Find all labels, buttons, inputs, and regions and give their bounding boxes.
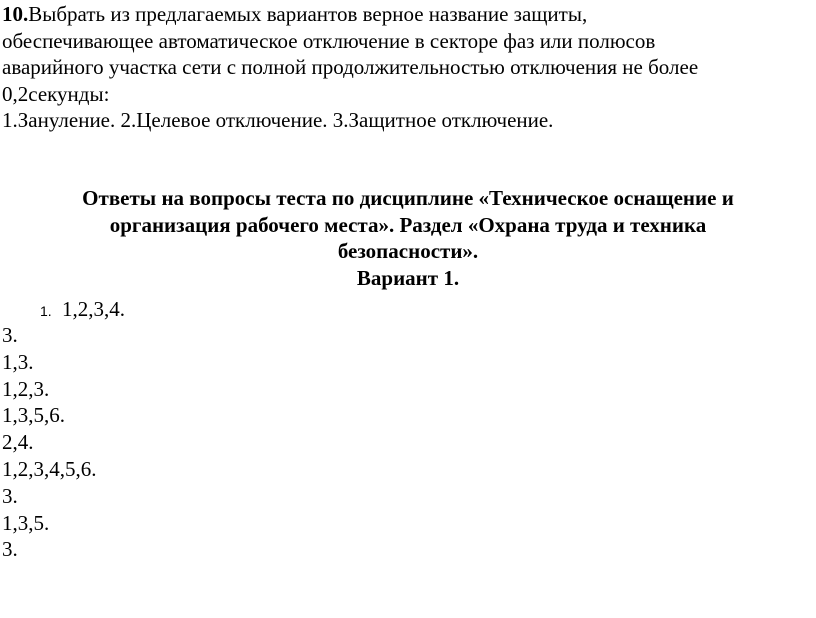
- first-answer-value: 1,2,3,4.: [62, 297, 125, 321]
- question-text-line-4: 0,2секунды:: [2, 81, 110, 106]
- question-block: [2, 1, 812, 134]
- answers-title-line-1: Ответы на вопросы теста по дисциплине «Техническое оснащение и: [82, 186, 734, 210]
- question-text-line-2: обеспечивающее автоматическое отключение в секторе фаз или полюсов: [2, 28, 656, 53]
- question-text-line-1: Выбрать из предлагаемых вариантов верное название защиты,: [28, 2, 588, 26]
- answer-item: 1,2,3.: [2, 376, 50, 401]
- answer-item: 1,3,5.: [2, 510, 50, 535]
- answer-item: 3.: [2, 323, 18, 347]
- first-answer-marker: 1.: [40, 303, 52, 319]
- first-answer: [40, 296, 125, 325]
- question-number: 10.: [2, 2, 29, 26]
- answer-item: 1,3.: [2, 349, 34, 374]
- answers-title-line-3: безопасности».: [337, 239, 479, 263]
- answer-item: 2,4.: [2, 430, 34, 455]
- answer-item: 3.: [2, 537, 18, 562]
- question-line-1: [2, 1, 812, 28]
- answer-item: 3.: [2, 483, 18, 508]
- answer-item: 1,2,3,4,5,6.: [2, 456, 97, 481]
- answer-list: [2, 322, 97, 563]
- question-text-line-3: аварийного участка сети с полной продолжительностью отключения не более: [2, 55, 699, 79]
- answer-item: 1,3,5,6.: [2, 403, 65, 428]
- question-options: 1.Зануление. 2.Целевое отключение. 3.Защитное отключение.: [2, 108, 554, 132]
- variant-label: Вариант 1.: [356, 265, 460, 290]
- answers-title-line-2: организация рабочего места». Раздел «Охрана труда и техника: [109, 212, 707, 237]
- answers-heading: [0, 185, 816, 291]
